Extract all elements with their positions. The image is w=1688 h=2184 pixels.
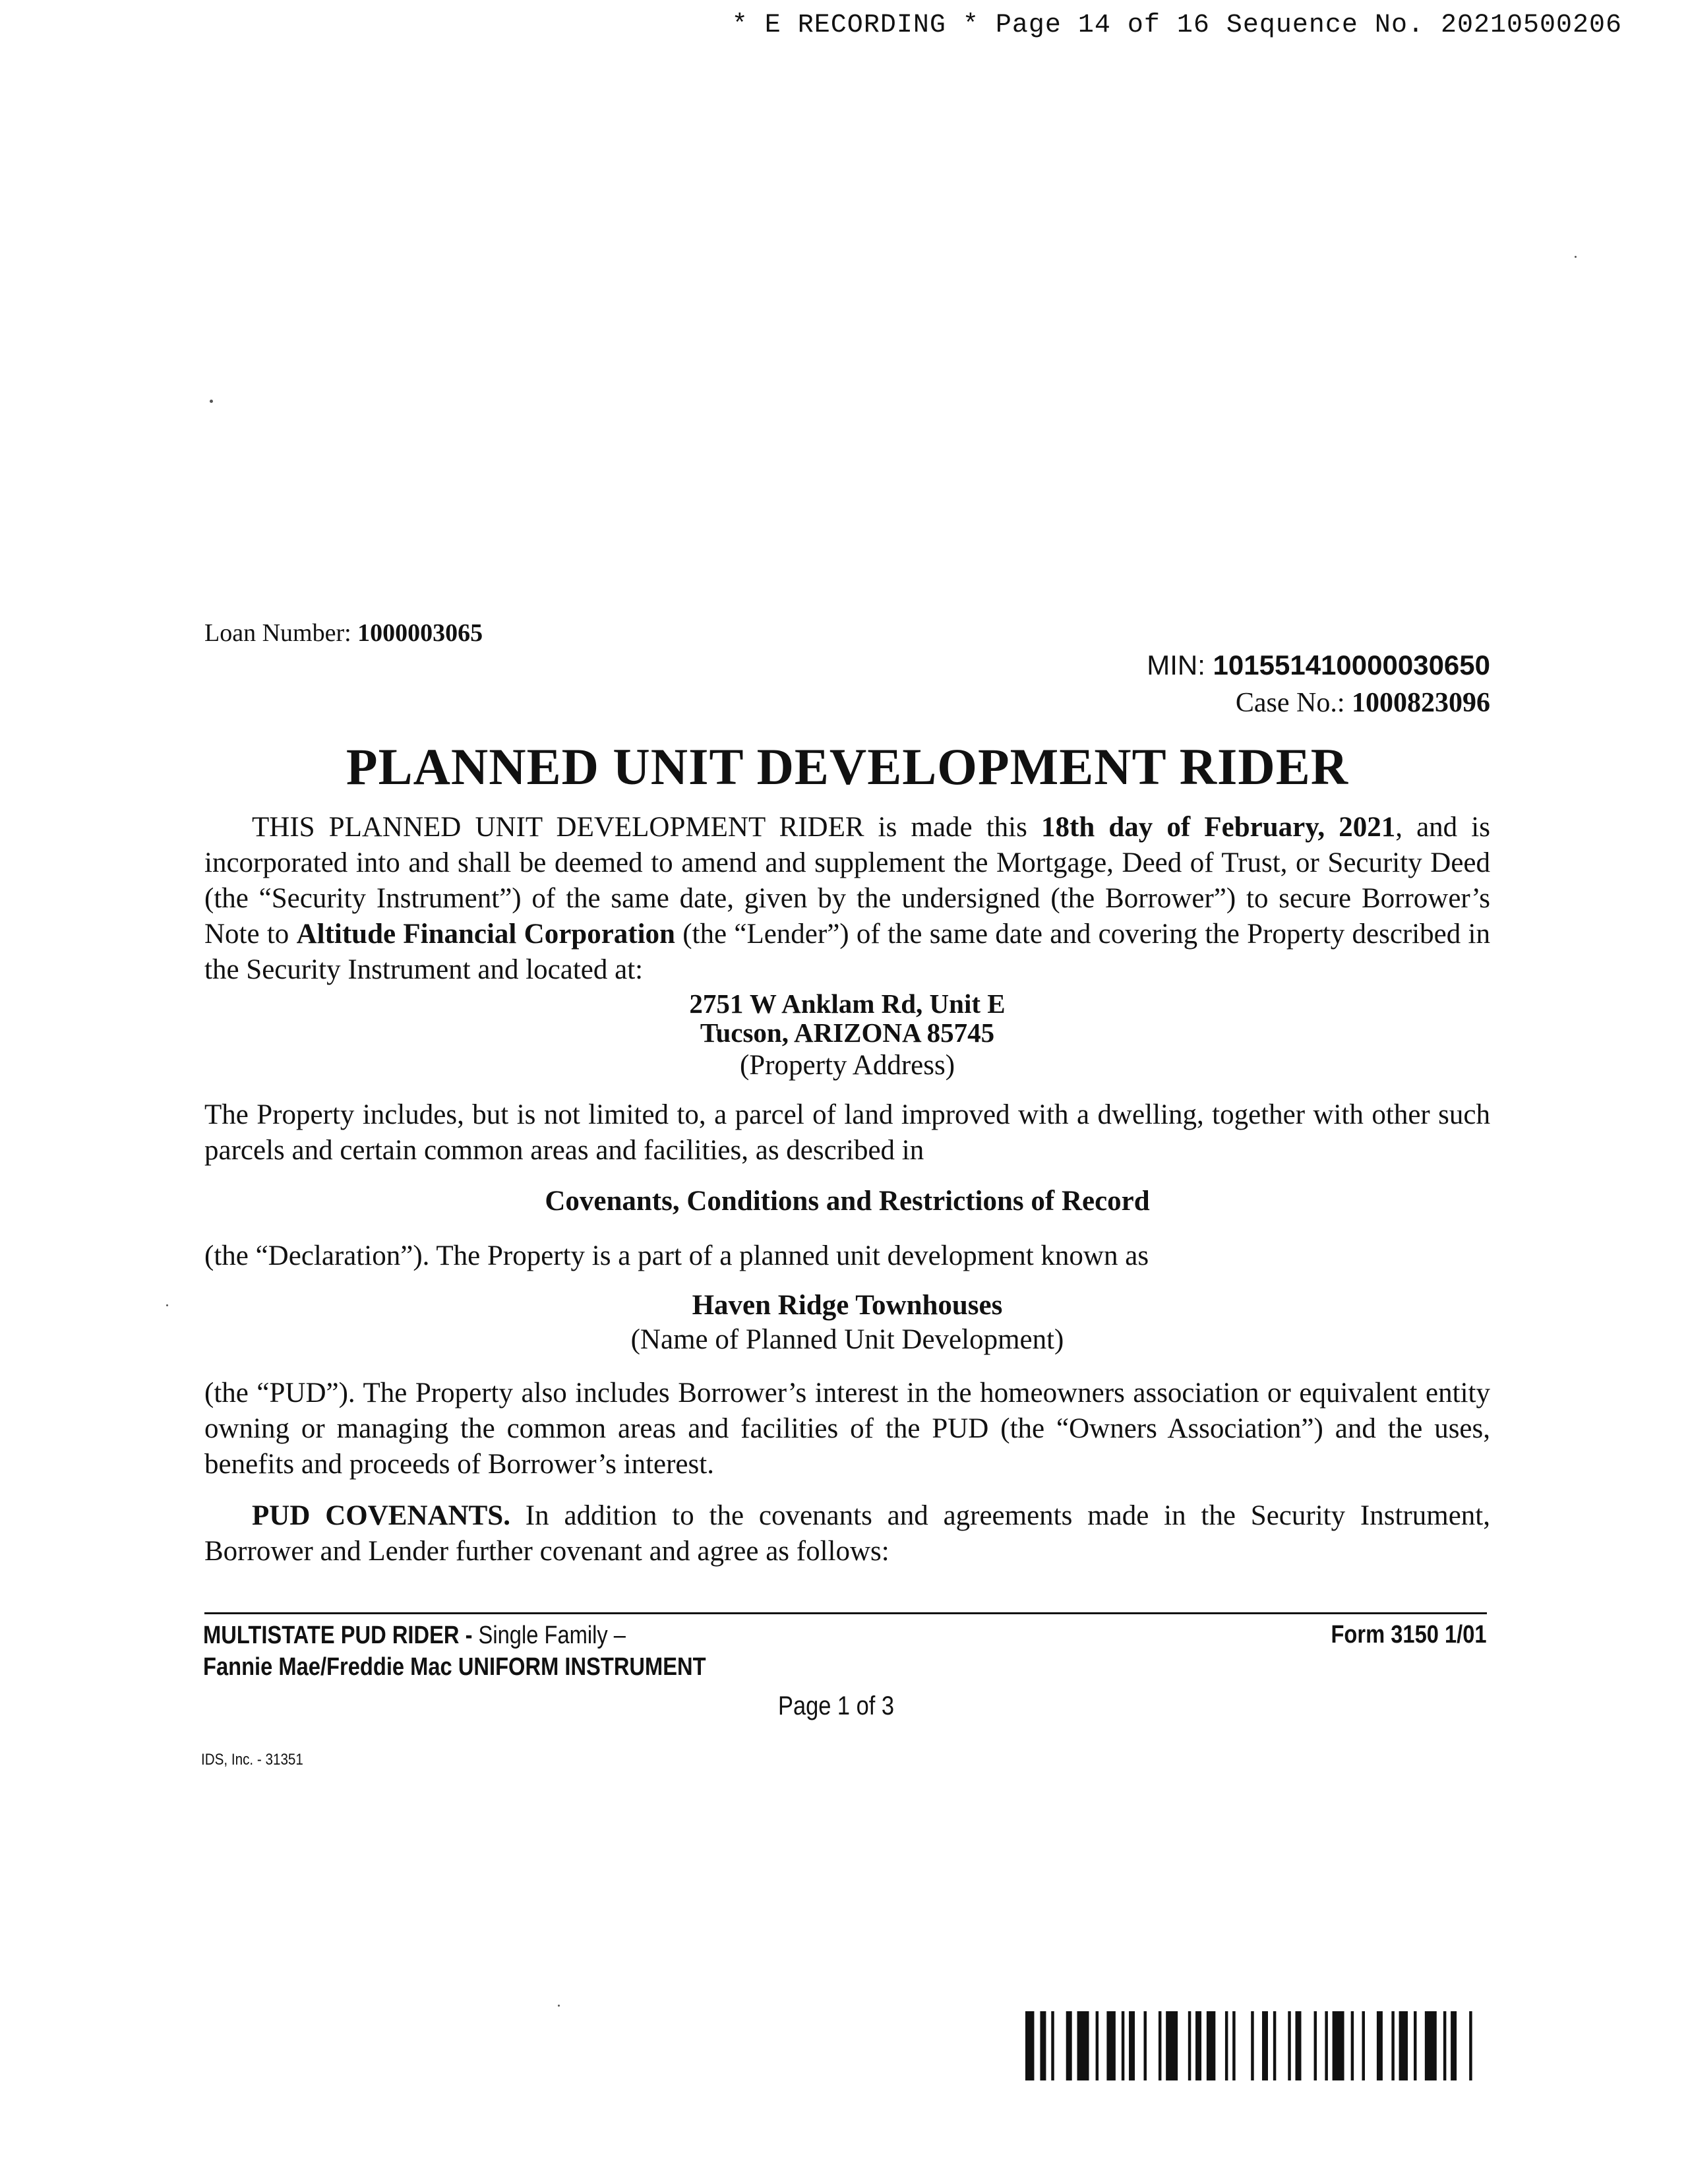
min-value: 101551410000030650	[1213, 650, 1490, 681]
barcode-bar	[1251, 2011, 1253, 2080]
barcode-bar	[1391, 2011, 1394, 2080]
barcode-bar	[1296, 2011, 1302, 2080]
address-line-2: Tucson, ARIZONA 85745	[700, 1017, 995, 1048]
property-paragraph: The Property includes, but is not limited to, a parcel of land improved with a dwelling, together with other such parcels and certain common areas and facilities, as described in	[204, 1099, 1490, 1166]
footer-form-rest: Single Family –	[472, 1622, 626, 1649]
barcode-bar	[1273, 2011, 1276, 2080]
barcode-bar	[1262, 2011, 1268, 2080]
pud-paragraph: (the “PUD”). The Property also includes Borrower’s interest in the homeowners association or equivalent entity owning or managing the common areas and facilities of the PUD (the “Owners Association”) and the uses, benefits and proceeds of Borrower’s interest.	[204, 1378, 1490, 1480]
barcode-bar	[1077, 2011, 1089, 2080]
case-label: Case No.:	[1235, 688, 1352, 718]
scan-speck	[166, 1304, 168, 1306]
barcode-bar	[1225, 2011, 1228, 2080]
barcode-bar	[1166, 2011, 1178, 2080]
barcode	[1025, 2011, 1480, 2080]
pud-covenants-paragraph	[204, 1498, 1490, 1569]
case-value: 1000823096	[1352, 688, 1490, 718]
property-address	[204, 989, 1490, 1080]
barcode-bar	[1106, 2011, 1115, 2080]
barcode-bar	[1207, 2011, 1215, 2080]
case-number	[1236, 687, 1490, 719]
lender-name: Altitude Financial Corporation	[296, 919, 675, 950]
barcode-bar	[1469, 2011, 1472, 2080]
barcode-bar	[1159, 2011, 1161, 2080]
barcode-bar	[1414, 2011, 1416, 2080]
intro-text-2: , and is incorporated into and shall be deemed to amend and supplement the Mortgage, Deed of Trust, or Security Deed (the “Security Instrument”) of the same date, given by the undersigned (the Borrower”) to secure Borrower’s Note to	[204, 812, 1490, 950]
loan-number-label: Loan Number:	[204, 619, 358, 647]
barcode-bar	[1040, 2011, 1046, 2080]
barcode-bar	[1188, 2011, 1191, 2080]
barcode-bar	[1288, 2011, 1290, 2080]
footer-form-line-2: Fannie Mae/Freddie Mac UNIFORM INSTRUMENT	[203, 1653, 706, 1681]
barcode-bar	[1377, 2011, 1383, 2080]
scan-speck	[558, 2005, 560, 2007]
declaration-document: Covenants, Conditions and Restrictions of Record	[545, 1186, 1150, 1217]
scan-speck	[1575, 256, 1577, 258]
barcode-bar	[1443, 2011, 1446, 2080]
barcode-bar	[1333, 2011, 1344, 2080]
pud-name-block	[204, 1291, 1490, 1354]
intro-text-3: (the “Lender”) of the same date and covering the Property described in the Security Instrument and located at:	[204, 919, 1490, 985]
pud-covenants-heading: PUD COVENANTS.	[252, 1500, 510, 1531]
barcode-bar	[1399, 2011, 1408, 2080]
min-number	[1147, 650, 1490, 681]
recording-header: * E RECORDING * Page 14 of 16 Sequence No. 20210500206	[731, 11, 1622, 40]
intro-text-1: THIS PLANNED UNIT DEVELOPMENT RIDER is made this	[252, 812, 1041, 843]
loan-number-value: 1000003065	[357, 619, 483, 647]
address-caption: (Property Address)	[739, 1050, 955, 1081]
pud-covenants-text: In addition to the covenants and agreements made in the Security Instrument, Borrower and Lender further covenant and agree as follows:	[204, 1500, 1490, 1567]
page-number: Page 1 of 3	[778, 1691, 894, 1720]
declaration-paragraph: (the “Declaration”). The Property is a part of a planned unit development known as	[204, 1240, 1149, 1271]
barcode-bar	[1144, 2011, 1147, 2080]
barcode-bar	[1195, 2011, 1201, 2080]
barcode-bar	[1425, 2011, 1437, 2080]
ids-identifier: IDS, Inc. - 31351	[201, 1751, 303, 1769]
pud-name-caption: (Name of Planned Unit Development)	[630, 1324, 1064, 1355]
barcode-bar	[1129, 2011, 1135, 2080]
footer-form-bold: MULTISTATE PUD RIDER -	[203, 1622, 473, 1649]
footer-form-number: Form 3150 1/01	[1331, 1621, 1487, 1649]
barcode-bar	[1362, 2011, 1364, 2080]
footer-form-title	[203, 1620, 706, 1683]
barcode-bar	[1314, 2011, 1317, 2080]
scan-speck	[210, 400, 213, 403]
footer-divider	[204, 1612, 1487, 1614]
barcode-bar	[1066, 2011, 1072, 2080]
min-label: MIN:	[1147, 650, 1213, 681]
barcode-bar	[1232, 2011, 1235, 2080]
barcode-bar	[1325, 2011, 1327, 2080]
barcode-bar	[1025, 2011, 1034, 2080]
document-title: PLANNED UNIT DEVELOPMENT RIDER	[346, 738, 1349, 795]
barcode-bar	[1351, 2011, 1354, 2080]
barcode-bar	[1451, 2011, 1457, 2080]
barcode-bar	[1051, 2011, 1054, 2080]
address-line-1: 2751 W Anklam Rd, Unit E	[689, 988, 1006, 1019]
barcode-bar	[1122, 2011, 1124, 2080]
loan-number	[204, 619, 483, 648]
pud-name: Haven Ridge Townhouses	[692, 1290, 1003, 1321]
barcode-bar	[1096, 2011, 1099, 2080]
intro-paragraph	[204, 810, 1490, 988]
rider-date: 18th day of February, 2021	[1041, 812, 1396, 843]
